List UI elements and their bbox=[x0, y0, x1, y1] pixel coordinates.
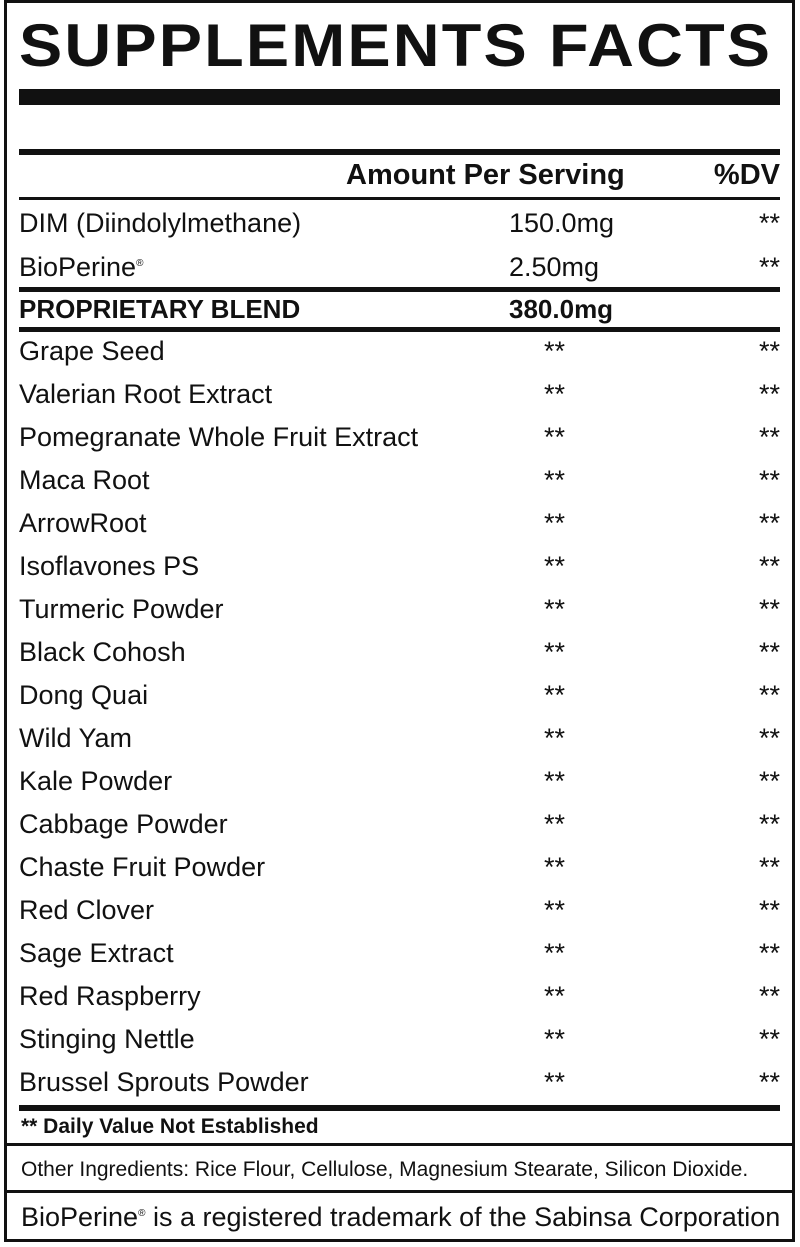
blend-item-dv: ** bbox=[758, 938, 780, 968]
blend-item-row bbox=[19, 1019, 780, 1059]
ingredient-row bbox=[19, 247, 780, 287]
blend-item-name: Kale Powder bbox=[19, 766, 173, 796]
blend-item-name: Isoflavones PS bbox=[19, 551, 200, 581]
blend-item-name: Dong Quai bbox=[19, 680, 149, 710]
blend-item-dv: ** bbox=[758, 981, 780, 1011]
blend-item-name: Red Clover bbox=[19, 895, 155, 925]
blend-item-name: Grape Seed bbox=[19, 336, 165, 366]
blend-amount: 380.0mg bbox=[509, 294, 614, 324]
blend-item-amount: ** bbox=[544, 680, 566, 710]
proprietary-blend-row bbox=[19, 289, 780, 329]
blend-item-name: Sage Extract bbox=[19, 938, 174, 968]
other-ingredients: Other Ingredients: Rice Flour, Cellulose, Magnesium Stearate, Silicon Dioxide. bbox=[21, 1158, 749, 1181]
blend-item-name: Chaste Fruit Powder bbox=[19, 852, 266, 882]
blend-item-amount: ** bbox=[544, 637, 566, 667]
blend-item-amount: ** bbox=[544, 379, 566, 409]
blend-item-dv: ** bbox=[758, 637, 780, 667]
blend-item-dv: ** bbox=[758, 809, 780, 839]
supplement-facts-panel bbox=[4, 0, 795, 1242]
trademark-notice bbox=[21, 1199, 780, 1235]
blend-item-amount: ** bbox=[544, 465, 566, 495]
ingredient-dv: ** bbox=[758, 208, 780, 238]
blend-item-name: Maca Root bbox=[19, 465, 150, 495]
blend-item-row bbox=[19, 675, 780, 715]
blend-item-name: Pomegranate Whole Fruit Extract bbox=[19, 422, 419, 452]
blend-item-dv: ** bbox=[758, 465, 780, 495]
blend-item-amount: ** bbox=[544, 981, 566, 1011]
blend-item-dv: ** bbox=[758, 336, 780, 366]
blend-item-dv: ** bbox=[758, 723, 780, 753]
blend-item-row bbox=[19, 976, 780, 1016]
blend-item-dv: ** bbox=[758, 422, 780, 452]
blend-item-row bbox=[19, 632, 780, 672]
blend-item-amount: ** bbox=[544, 508, 566, 538]
footnote-rule bbox=[19, 1105, 780, 1111]
blend-item-name: Red Raspberry bbox=[19, 981, 201, 1011]
blend-item-row bbox=[19, 847, 780, 887]
blend-item-name: Valerian Root Extract bbox=[19, 379, 273, 409]
blend-item-row bbox=[19, 589, 780, 629]
ingredient-amount: 2.50mg bbox=[509, 252, 600, 282]
bioperine-name: BioPerine bbox=[19, 252, 137, 282]
ingredient-dv: ** bbox=[758, 252, 780, 282]
blend-item-row bbox=[19, 1062, 780, 1102]
blend-item-name: Cabbage Powder bbox=[19, 809, 228, 839]
blend-item-row bbox=[19, 460, 780, 500]
blend-item-dv: ** bbox=[758, 895, 780, 925]
blend-item-dv: ** bbox=[758, 1024, 780, 1054]
blend-item-amount: ** bbox=[544, 809, 566, 839]
blend-item-amount: ** bbox=[544, 723, 566, 753]
trademark-brand: BioPerine bbox=[21, 1202, 139, 1232]
blend-item-amount: ** bbox=[544, 1067, 566, 1097]
blend-item-row bbox=[19, 331, 780, 371]
blend-item-amount: ** bbox=[544, 895, 566, 925]
blend-item-row bbox=[19, 761, 780, 801]
ingredient-amount: 150.0mg bbox=[509, 208, 615, 238]
blend-item-name: Black Cohosh bbox=[19, 637, 186, 667]
ingredient-name bbox=[19, 247, 143, 287]
daily-value-header: %DV bbox=[713, 159, 780, 191]
registered-mark: ® bbox=[136, 258, 144, 269]
ingredient-name: DIM (Diindolylmethane) bbox=[19, 208, 302, 238]
blend-item-name: Brussel Sprouts Powder bbox=[19, 1067, 309, 1097]
header-bottom-rule bbox=[19, 197, 780, 200]
blend-item-amount: ** bbox=[544, 852, 566, 882]
blend-item-dv: ** bbox=[758, 594, 780, 624]
title-rule bbox=[19, 89, 780, 105]
blend-item-amount: ** bbox=[544, 766, 566, 796]
blend-item-dv: ** bbox=[758, 551, 780, 581]
blend-item-amount: ** bbox=[544, 594, 566, 624]
blend-item-name: Wild Yam bbox=[19, 723, 133, 753]
blend-item-row bbox=[19, 417, 780, 457]
blend-item-name: Stinging Nettle bbox=[19, 1024, 195, 1054]
blend-item-dv: ** bbox=[758, 379, 780, 409]
ingredient-row bbox=[19, 203, 780, 243]
blend-item-row bbox=[19, 718, 780, 758]
blend-item-amount: ** bbox=[544, 551, 566, 581]
blend-item-amount: ** bbox=[544, 1024, 566, 1054]
blend-item-dv: ** bbox=[758, 680, 780, 710]
blend-item-name: Turmeric Powder bbox=[19, 594, 224, 624]
blend-item-row bbox=[19, 804, 780, 844]
other-ingredients-rule bbox=[7, 1143, 792, 1146]
column-header-row bbox=[19, 155, 780, 195]
blend-item-dv: ** bbox=[758, 1067, 780, 1097]
blend-item-row bbox=[19, 890, 780, 930]
blend-item-dv: ** bbox=[758, 766, 780, 796]
blend-item-name: ArrowRoot bbox=[19, 508, 147, 538]
daily-value-footnote: ** Daily Value Not Established bbox=[21, 1115, 319, 1138]
blend-item-row bbox=[19, 546, 780, 586]
blend-item-row bbox=[19, 374, 780, 414]
blend-item-dv: ** bbox=[758, 852, 780, 882]
panel-title: SUPPLEMENTS FACTS bbox=[19, 12, 773, 79]
blend-item-amount: ** bbox=[544, 422, 566, 452]
blend-item-row bbox=[19, 503, 780, 543]
blend-name: PROPRIETARY BLEND bbox=[19, 294, 301, 324]
trademark-rule bbox=[7, 1190, 792, 1193]
blend-item-dv: ** bbox=[758, 508, 780, 538]
blend-item-amount: ** bbox=[544, 938, 566, 968]
blend-item-amount: ** bbox=[544, 336, 566, 366]
amount-per-serving-header: Amount Per Serving bbox=[346, 159, 625, 191]
trademark-text: is a registered trademark of the Sabinsa Corporation bbox=[145, 1202, 781, 1232]
blend-item-row bbox=[19, 933, 780, 973]
registered-mark: ® bbox=[138, 1208, 146, 1219]
